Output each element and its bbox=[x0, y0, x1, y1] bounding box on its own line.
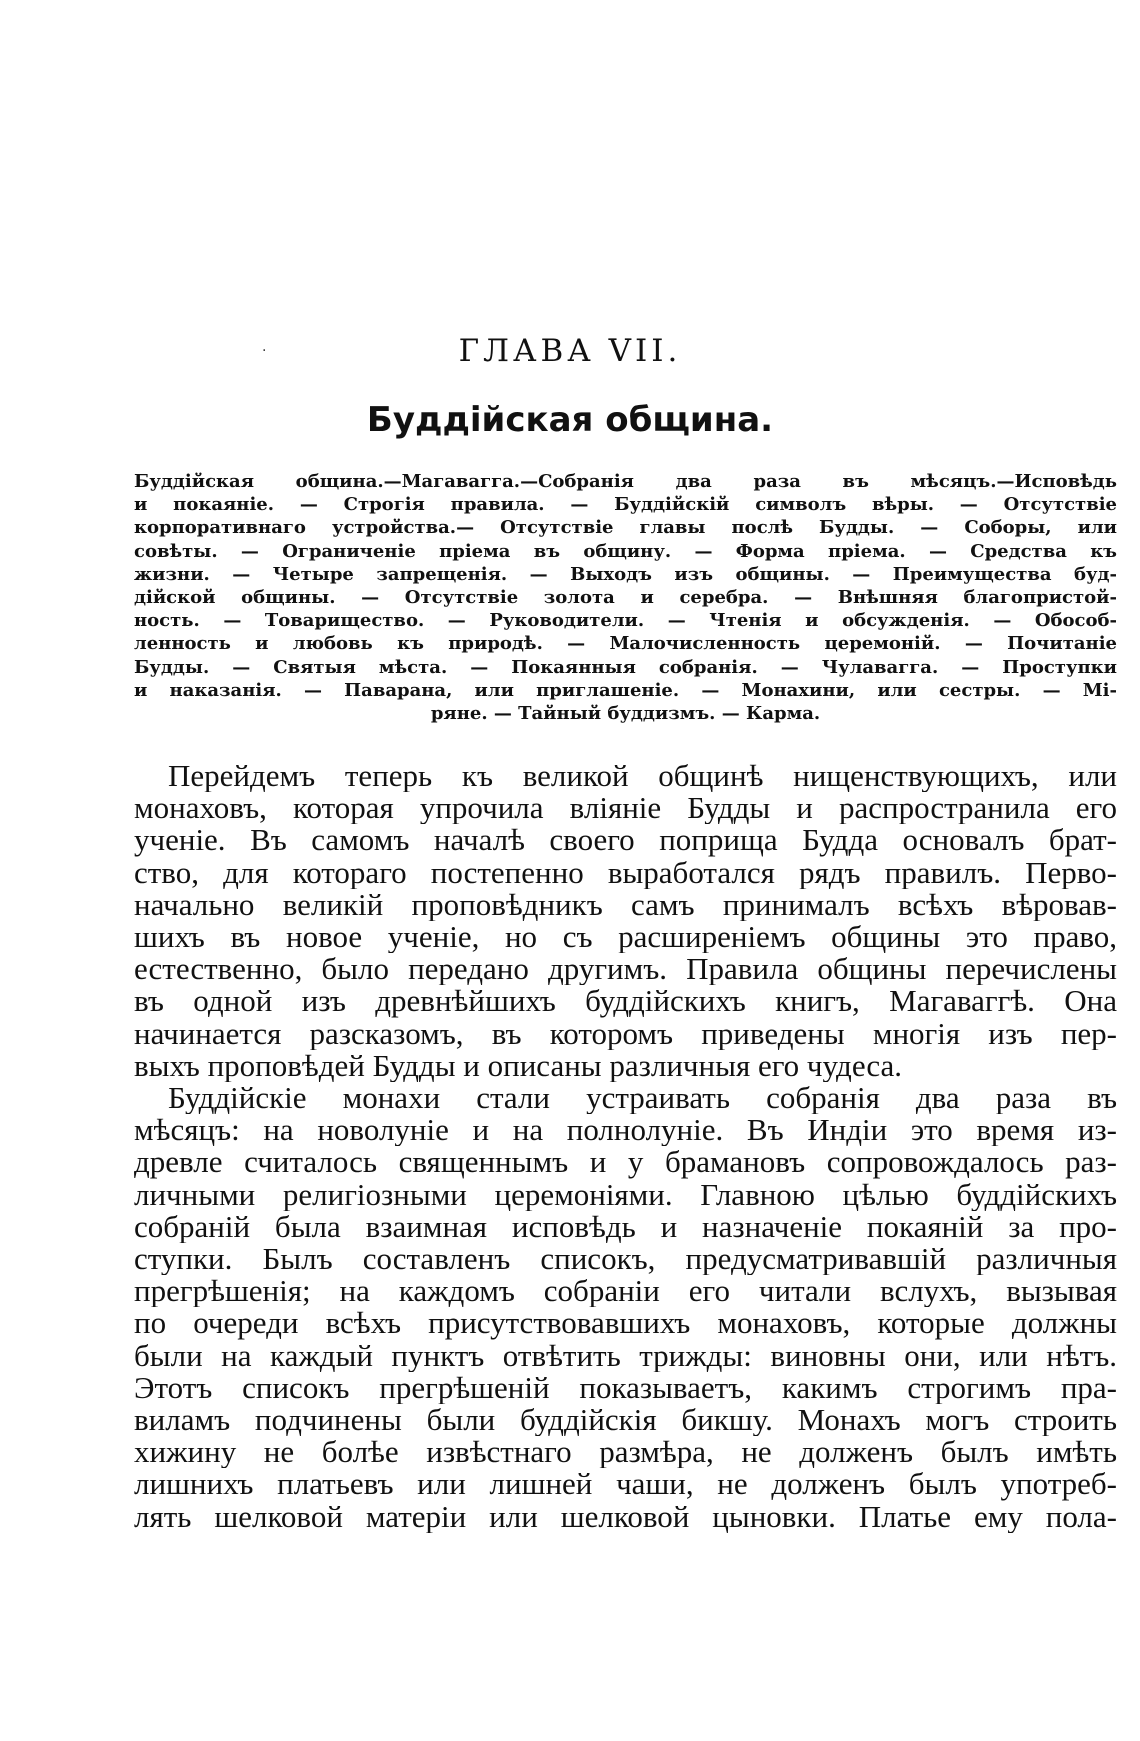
chapter-title: Буддійская община. bbox=[366, 400, 774, 440]
body-line: по очереди всѣхъ присутствовавшихъ монаховъ, которые должны bbox=[134, 1307, 1117, 1340]
body-line: прегрѣшенія; на каждомъ собраніи его читали вслухъ, вызывая bbox=[134, 1275, 1117, 1308]
body-line: хижину не болѣе извѣстнаго размѣра, не долженъ былъ имѣть bbox=[134, 1436, 1117, 1469]
body-line: начинается разсказомъ, въ которомъ приведены многія изъ пер- bbox=[134, 1017, 1117, 1050]
body-line: ство, для котораго постепенно выработался рядъ правилъ. Перво- bbox=[134, 856, 1117, 889]
summary-line: ряне. — Тайный буддизмъ. — Карма. bbox=[430, 703, 821, 725]
body-line: Перейдемъ теперь къ великой общинѣ нищенствующихъ, или bbox=[168, 760, 1117, 793]
body-line: лишнихъ платьевъ или лишней чаши, не долженъ былъ употреб- bbox=[134, 1468, 1117, 1501]
body-line: ступки. Былъ составленъ списокъ, предусматривавшій различныя bbox=[134, 1243, 1117, 1276]
body-line: личными религіозными церемоніями. Главною цѣлью буддійскихъ bbox=[134, 1178, 1117, 1211]
summary-line: жизни. — Четыре запрещенія. — Выходъ изъ общины. — Преимущества буд- bbox=[134, 563, 1117, 585]
summary-line: корпоративнаго устройства.— Отсутствіе главы послѣ Будды. — Соборы, или bbox=[134, 517, 1117, 539]
body-line: виламъ подчинены были буддійскія бикшу. Монахъ могъ строить bbox=[134, 1404, 1117, 1437]
chapter-heading: ГЛАВА VII. bbox=[458, 333, 682, 369]
body-line: выхъ проповѣдей Будды и описаны различныя его чудеса. bbox=[134, 1049, 902, 1083]
chapter-summary bbox=[134, 470, 1117, 725]
body-line: древле считалось священнымъ и у брамановъ сопровождалось раз- bbox=[134, 1146, 1117, 1179]
body-line: лять шелковой матеріи или шелковой цыновки. Платье ему пола- bbox=[134, 1500, 1117, 1533]
body-line: собраній была взаимная исповѣдь и назначеніе покаяній за про- bbox=[134, 1210, 1117, 1244]
body-line: начально великій проповѣдникъ самъ принималъ всѣхъ вѣровав- bbox=[134, 888, 1117, 922]
summary-line: и наказанія. — Паварана, или приглашеніе. — Монахини, или сестры. — Мі- bbox=[134, 679, 1117, 701]
summary-line: дійской общины. — Отсутствіе золота и серебра. — Внѣшняя благопристой- bbox=[134, 587, 1117, 609]
summary-line: ность. — Товарищество. — Руководители. — Чтенія и обсужденія. — Обособ- bbox=[134, 610, 1117, 632]
margin-dot: · bbox=[262, 343, 267, 359]
body-line: шихъ въ новое ученіе, но съ расширеніемъ общины это право, bbox=[134, 921, 1117, 954]
summary-line: и покаяніе. — Строгія правила. — Буддійскій символъ вѣры. — Отсутствіе bbox=[134, 494, 1117, 516]
body-line: были на каждый пунктъ отвѣтить трижды: виновны они, или нѣтъ. bbox=[134, 1339, 1117, 1372]
summary-line: Будды. — Святыя мѣста. — Покаянныя собранія. — Чулавагга. — Проступки bbox=[134, 656, 1117, 678]
body-line: естественно, было передано другимъ. Правила общины перечислены bbox=[134, 953, 1117, 986]
summary-line: Буддійская община.—Магавагга.—Собранія два раза въ мѣсяцъ.—Исповѣдь bbox=[134, 471, 1117, 492]
body-line: въ одной изъ древнѣйшихъ буддійскихъ книгъ, Магаваггѣ. Она bbox=[134, 985, 1117, 1018]
body-line: монаховъ, которая упрочила вліяніе Будды и распространила его bbox=[134, 792, 1117, 825]
body-line: Буддійскіе монахи стали устраивать собранія два раза въ bbox=[168, 1082, 1117, 1115]
body-line: Этотъ списокъ прегрѣшеній показываетъ, какимъ строгимъ пра- bbox=[134, 1371, 1117, 1405]
body-text bbox=[134, 760, 1117, 1533]
body-line: мѣсяцъ: на новолуніе и на полнолуніе. Въ Индіи это время из- bbox=[134, 1114, 1117, 1147]
summary-line: ленность и любовь къ природѣ. — Малочисленность церемоній. — Почитаніе bbox=[134, 633, 1117, 655]
summary-line: совѣты. — Ограниченіе пріема въ общину. — Форма пріема. — Средства къ bbox=[134, 540, 1117, 562]
body-line: ученіе. Въ самомъ началѣ своего поприща Будда основалъ брат- bbox=[134, 824, 1117, 857]
